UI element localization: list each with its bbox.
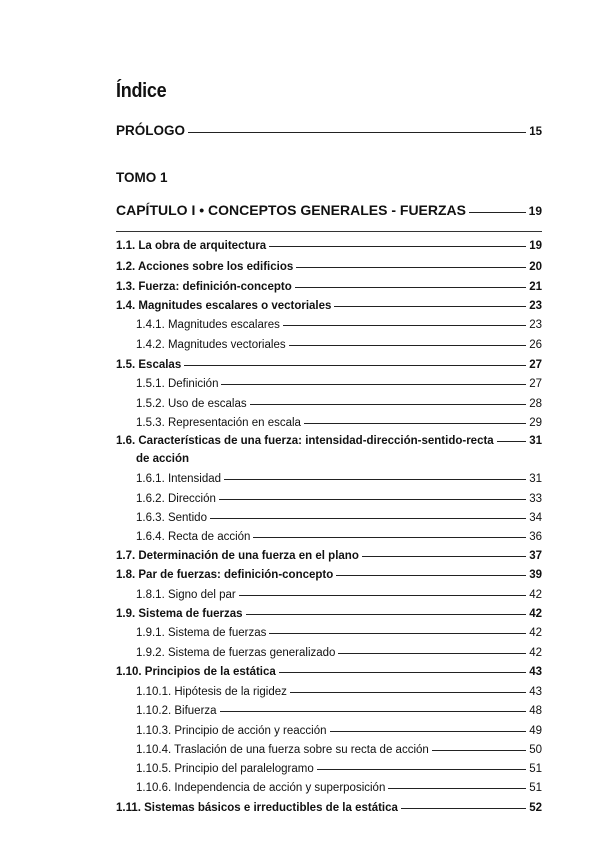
toc-page: 36 [529, 531, 542, 543]
toc-entry [136, 338, 542, 352]
toc-entry [136, 416, 542, 430]
toc-page: 19 [529, 240, 542, 252]
leader-line [184, 365, 526, 366]
toc-label: PRÓLOGO [116, 123, 186, 138]
toc-label: 1.2. Acciones sobre los edificios [116, 261, 294, 273]
toc-label: 1.10.1. Hipótesis de la rigidez [136, 686, 287, 698]
leader-line [219, 499, 526, 500]
toc-label: 1.4.1. Magnitudes escalares [136, 319, 280, 331]
toc-page: 29 [529, 417, 542, 429]
toc-entry [116, 434, 542, 448]
toc-entry [136, 492, 542, 506]
leader-line [497, 441, 527, 442]
toc-entry [116, 299, 542, 313]
toc-page: 43 [529, 666, 542, 678]
toc-entry [136, 781, 542, 795]
toc-entry [136, 626, 542, 640]
toc-page: 50 [529, 744, 542, 756]
toc-tomo [116, 171, 542, 185]
toc-entry [136, 530, 542, 544]
toc-label: 1.4. Magnitudes escalares o vectoriales [116, 300, 332, 312]
toc-label: 1.7. Determinación de una fuerza en el plano [116, 550, 359, 562]
toc-label: 1.1. La obra de arquitectura [116, 240, 267, 252]
toc-page: 23 [529, 300, 542, 312]
toc-label: 1.5. Escalas [116, 359, 182, 371]
toc-entry [116, 280, 542, 294]
toc-page: 42 [529, 608, 542, 620]
toc-capitulo [116, 203, 542, 218]
toc-page: 31 [529, 473, 542, 485]
toc-page: 19 [528, 204, 542, 218]
toc-page: 43 [529, 686, 542, 698]
leader-line [336, 575, 526, 576]
toc-page: 51 [529, 763, 542, 775]
toc-entry [136, 743, 542, 757]
leader-line [283, 325, 526, 326]
toc-label: 1.11. Sistemas básicos e irreductibles de la estática [116, 802, 398, 814]
toc-page: 21 [529, 281, 542, 293]
leader-line [317, 769, 526, 770]
toc-label: 1.3. Fuerza: definición-concepto [116, 281, 292, 293]
toc-page: 52 [529, 802, 542, 814]
toc-label: 1.9.1. Sistema de fuerzas [136, 627, 267, 639]
toc-entry [136, 588, 542, 602]
toc-page: 37 [529, 550, 542, 562]
toc-label: 1.5.3. Representación en escala [136, 417, 301, 429]
leader-line [334, 306, 526, 307]
toc-continuation: de acción [136, 453, 190, 465]
leader-line [330, 731, 527, 732]
toc-entry [116, 549, 542, 563]
toc-entry [136, 472, 542, 486]
toc-label: 1.5.1. Definición [136, 378, 219, 390]
toc-label: 1.8. Par de fuerzas: definición-concepto [116, 569, 334, 581]
toc-entry [116, 607, 542, 621]
toc-label: CAPÍTULO I • CONCEPTOS GENERALES - FUERZAS [116, 202, 466, 218]
toc-entry [116, 568, 542, 582]
leader-line [224, 479, 526, 480]
toc-entry [136, 724, 542, 738]
toc-page: 15 [529, 126, 542, 138]
divider [116, 231, 542, 232]
leader-line [210, 518, 526, 519]
toc-label: 1.9.2. Sistema de fuerzas generalizado [136, 647, 336, 659]
toc-label: 1.6.4. Recta de acción [136, 531, 251, 543]
toc-label: 1.10.2. Bifuerza [136, 705, 217, 717]
toc-label: 1.4.2. Magnitudes vectoriales [136, 339, 286, 351]
toc-label: 1.5.2. Uso de escalas [136, 398, 247, 410]
toc-entry [136, 646, 542, 660]
toc-label: TOMO 1 [116, 170, 168, 185]
leader-line [304, 423, 526, 424]
leader-line [295, 287, 526, 288]
toc-page: 31 [529, 435, 542, 447]
page-title: Índice [116, 80, 167, 102]
toc-page: 20 [529, 261, 542, 273]
leader-line [289, 345, 527, 346]
leader-line [269, 246, 526, 247]
toc-page: 26 [529, 339, 542, 351]
leader-line [246, 614, 527, 615]
toc-entry [136, 704, 542, 718]
toc-label: 1.9. Sistema de fuerzas [116, 608, 243, 620]
leader-line [253, 537, 526, 538]
toc-page: 42 [529, 627, 542, 639]
leader-line [239, 595, 526, 596]
toc-page: 33 [529, 493, 542, 505]
toc-label: 1.10.6. Independencia de acción y superposición [136, 782, 386, 794]
toc-page: 27 [529, 359, 542, 371]
toc-entry [136, 377, 542, 391]
toc-entry [116, 239, 542, 253]
leader-line [362, 556, 526, 557]
toc-entry [116, 801, 542, 815]
leader-line [221, 384, 526, 385]
toc-page: 42 [529, 589, 542, 601]
leader-line [388, 788, 526, 789]
toc-label: 1.6.1. Intensidad [136, 473, 222, 485]
toc-page: 49 [529, 725, 542, 737]
leader-line [338, 653, 526, 654]
toc-page: 42 [529, 647, 542, 659]
leader-line [469, 212, 526, 213]
leader-line [279, 672, 526, 673]
toc-page: 27 [529, 378, 542, 390]
toc-label: 1.10.5. Principio del paralelogramo [136, 763, 314, 775]
toc-entry [136, 318, 542, 332]
leader-line [188, 132, 526, 133]
leader-line [269, 633, 526, 634]
toc-entry [136, 762, 542, 776]
toc-entry [136, 397, 542, 411]
leader-line [432, 750, 526, 751]
toc-label: 1.10.4. Traslación de una fuerza sobre su recta de acción [136, 744, 429, 756]
toc-entry [116, 260, 542, 274]
leader-line [296, 267, 526, 268]
toc-entry [116, 665, 542, 679]
toc-label: 1.6. Características de una fuerza: intensidad-dirección-sentido-recta [116, 435, 494, 447]
leader-line [220, 711, 527, 712]
toc-label: 1.10.3. Principio de acción y reacción [136, 725, 327, 737]
toc-entry [116, 358, 542, 372]
toc-page: 28 [529, 398, 542, 410]
toc-label: 1.6.2. Dirección [136, 493, 216, 505]
toc-page: 48 [529, 705, 542, 717]
toc-label: 1.10. Principios de la estática [116, 666, 276, 678]
toc-entry [136, 685, 542, 699]
toc-entry [136, 511, 542, 525]
leader-line [401, 808, 526, 809]
leader-line [290, 692, 526, 693]
toc-page: 39 [529, 569, 542, 581]
toc-page: 34 [529, 512, 542, 524]
toc-prologo [116, 124, 542, 139]
toc-page: 23 [529, 319, 542, 331]
toc-label: 1.8.1. Signo del par [136, 589, 236, 601]
toc-label: 1.6.3. Sentido [136, 512, 207, 524]
toc-page: 51 [529, 782, 542, 794]
leader-line [250, 404, 527, 405]
